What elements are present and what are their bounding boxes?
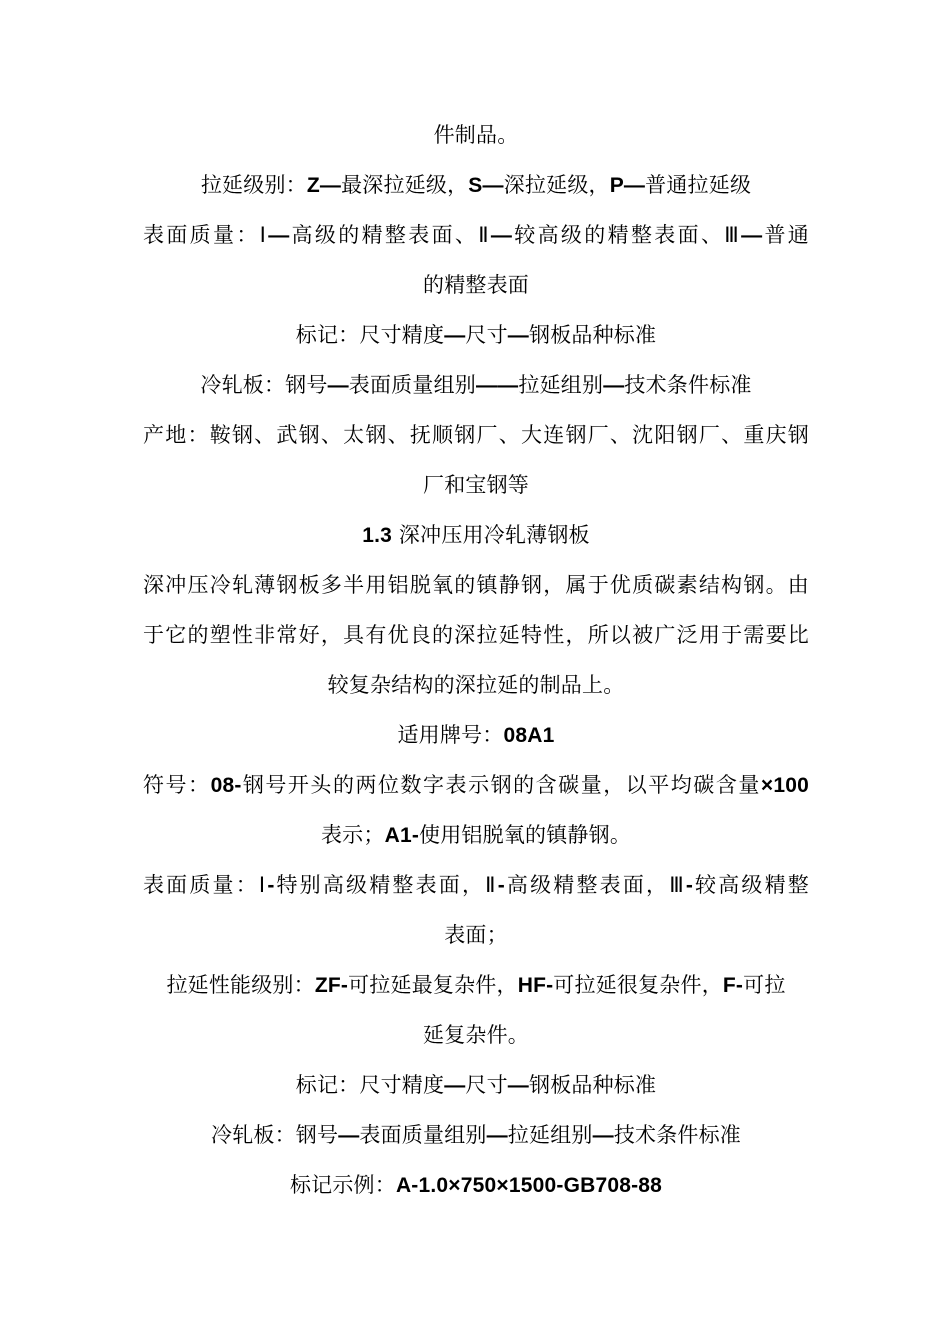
text-run: 适用牌号： bbox=[397, 723, 504, 747]
text-run: 技术条件标准 bbox=[624, 373, 752, 397]
text-line bbox=[143, 1110, 809, 1160]
text-line bbox=[143, 810, 809, 860]
bold-text-run: — bbox=[592, 1124, 614, 1147]
bold-text-run: A-1.0×750×1500-GB708-88 bbox=[395, 1174, 663, 1197]
bold-text-run: HF- bbox=[517, 974, 554, 997]
text-run: 厂和宝钢等 bbox=[423, 473, 529, 497]
text-line bbox=[143, 1010, 809, 1060]
text-line bbox=[143, 460, 809, 510]
text-run: 深拉延级， bbox=[503, 173, 610, 197]
bold-text-run: 1.3 bbox=[362, 524, 393, 547]
bold-text-run: — bbox=[338, 1124, 360, 1147]
bold-text-run: — bbox=[490, 224, 513, 247]
text-line bbox=[143, 310, 809, 360]
bold-text-run: — bbox=[486, 1124, 508, 1147]
text-run: 标记：尺寸精度 bbox=[295, 1073, 445, 1097]
text-run: 件制品。 bbox=[433, 123, 519, 147]
text-run: 高级的精整表面、Ⅱ bbox=[289, 223, 491, 247]
bold-text-run: Z— bbox=[306, 174, 342, 197]
text-run: 的精整表面 bbox=[423, 273, 529, 297]
bold-text-run: — bbox=[444, 1074, 466, 1097]
text-line bbox=[143, 610, 809, 660]
bold-text-run: — bbox=[327, 374, 349, 397]
bold-text-run: — bbox=[444, 324, 466, 347]
bold-text-run: A1- bbox=[384, 824, 420, 847]
bold-text-run: 08- bbox=[210, 774, 242, 797]
text-line bbox=[143, 760, 809, 810]
text-line bbox=[143, 660, 809, 710]
bold-text-run: 08A1 bbox=[503, 724, 555, 747]
text-run: 尺寸 bbox=[465, 1073, 508, 1097]
bold-text-run: — bbox=[507, 324, 529, 347]
text-run: 钢号开头的两位数字表示钢的含碳量，以平均碳含量 bbox=[241, 773, 761, 797]
text-run: 高级精整表面，Ⅲ bbox=[504, 873, 686, 897]
text-run: 普通拉延级 bbox=[645, 173, 752, 197]
text-line bbox=[143, 360, 809, 410]
text-line bbox=[143, 860, 809, 910]
bold-text-run: - bbox=[267, 874, 275, 897]
bold-text-run: F- bbox=[722, 974, 744, 997]
text-run: 产地：鞍钢、武钢、太钢、抚顺钢厂、大连钢厂、沈阳钢厂、重庆钢 bbox=[143, 423, 809, 447]
text-run: 表面质量：Ⅰ bbox=[143, 873, 268, 897]
text-run: 普通 bbox=[762, 223, 809, 247]
text-run: 技术条件标准 bbox=[613, 1123, 742, 1147]
bold-text-run: P— bbox=[609, 174, 646, 197]
text-run: 标记：尺寸精度 bbox=[295, 323, 445, 347]
text-run: 深冲压冷轧薄钢板多半用铝脱氧的镇静钢，属于优质碳素结构钢。由 bbox=[143, 573, 809, 597]
text-run: 钢板品种标准 bbox=[529, 1073, 657, 1097]
text-line bbox=[143, 210, 809, 260]
text-run: 表示； bbox=[320, 823, 385, 847]
text-line bbox=[143, 110, 809, 160]
text-run: 表面质量组别 bbox=[359, 1123, 487, 1147]
text-run: 最深拉延级， bbox=[341, 173, 469, 197]
bold-text-run: ZF- bbox=[314, 974, 349, 997]
text-run: 特别高级精整表面，Ⅱ bbox=[274, 873, 498, 897]
text-run: 钢板品种标准 bbox=[529, 323, 657, 347]
text-line bbox=[143, 910, 809, 960]
bold-text-run: — bbox=[268, 224, 290, 247]
text-line bbox=[143, 160, 809, 210]
text-run: 冷轧板：钢号 bbox=[210, 1123, 339, 1147]
text-line bbox=[143, 260, 809, 310]
bold-text-run: - bbox=[685, 874, 694, 897]
text-run: 较复杂结构的深拉延的制品上。 bbox=[327, 673, 625, 697]
text-run: 符号： bbox=[143, 773, 211, 797]
text-line bbox=[143, 1160, 809, 1210]
text-run: 可拉延最复杂件， bbox=[348, 973, 518, 997]
text-line bbox=[143, 1060, 809, 1110]
text-run: 可拉 bbox=[743, 973, 786, 997]
text-run: 拉延性能级别： bbox=[166, 973, 315, 997]
text-run: 较高级的精整表面、Ⅲ bbox=[512, 223, 742, 247]
text-run: 深冲压用冷轧薄钢板 bbox=[392, 523, 590, 547]
bold-text-run: — bbox=[507, 1074, 529, 1097]
text-run: 表面质量：Ⅰ bbox=[143, 223, 269, 247]
text-run: 表面； bbox=[444, 923, 508, 947]
text-line bbox=[143, 710, 809, 760]
text-run: 于它的塑性非常好，具有优良的深拉延特性，所以被广泛用于需要比 bbox=[143, 623, 809, 647]
text-run: 使用铝脱氧的镇静钢。 bbox=[419, 823, 632, 847]
bold-text-run: — bbox=[741, 224, 763, 247]
text-line bbox=[143, 560, 809, 610]
text-run: 拉延组别 bbox=[507, 1123, 593, 1147]
text-run: 可拉延很复杂件， bbox=[553, 973, 723, 997]
bold-text-run: - bbox=[497, 874, 505, 897]
document-page bbox=[143, 110, 809, 1210]
text-run: 冷轧板：钢号 bbox=[200, 373, 328, 397]
text-line bbox=[143, 410, 809, 460]
bold-text-run: — bbox=[603, 374, 625, 397]
text-line bbox=[143, 960, 809, 1010]
bold-text-run: S— bbox=[468, 174, 504, 197]
text-run: 表面质量组别 bbox=[348, 373, 476, 397]
bold-text-run: —— bbox=[475, 374, 519, 397]
text-run: 标记示例： bbox=[289, 1173, 396, 1197]
text-run: 较高级精整 bbox=[693, 873, 809, 897]
text-run: 尺寸 bbox=[465, 323, 508, 347]
bold-text-run: ×100 bbox=[760, 774, 809, 797]
text-run: 拉延组别 bbox=[518, 373, 604, 397]
text-line bbox=[143, 510, 809, 560]
text-run: 延复杂件。 bbox=[423, 1023, 529, 1047]
text-run: 拉延级别： bbox=[200, 173, 307, 197]
